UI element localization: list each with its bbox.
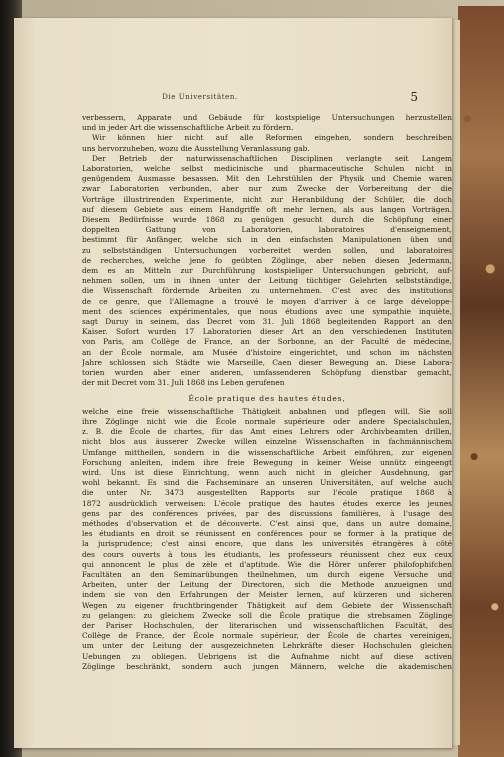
text-line: Jahre schlossen sich Städte wie Marseille, Caen dieser Bewegung an. Diese Labora- (82, 357, 452, 367)
text-line: auf diesem Gebiete aus einem Handgriffe oft mehr lernen, als aus langen Vorträgen. (82, 204, 452, 214)
text-line: der mit Decret vom 31. Juli 1868 ins Leben gerufenen (82, 378, 285, 388)
text-line: Vorträge illustrirenden Experimente, nicht zur Heranbildung der Schüler, die doch (82, 194, 452, 204)
text-line: des cours ouverts à tous les étudiants, les professeurs réunissent chez eux ceux (82, 549, 452, 559)
text-line: an der École normale, am Musée d'histoire eingerichtet, und schon im nächsten (82, 347, 452, 357)
marbled-cover-board (458, 6, 504, 757)
paragraph-3 (82, 154, 452, 389)
text-line: gens par des conférences privées, par des discussions familières, à l'usage des (82, 508, 452, 518)
text-line: doppelten Gattung von Laboratorien, laboratoires d'enseignement, (82, 225, 452, 235)
text-line: Wir können hier nicht auf alle Reformen eingehen, sondern beschreiben (92, 133, 452, 143)
text-line: der Pariser Hochschulen, der literarischen und wissenschaftlichen Facultät, des (82, 620, 452, 630)
text-line: Kaiser. Sofort wurden 17 Laboratorien dieser Art an den verschiedenen Instituten (82, 327, 452, 337)
page-header (30, 90, 430, 106)
text-line: Der Betrieb der naturwissenschaftlichen Disciplinen verlangte seit Langem (92, 153, 452, 163)
text-line: indem sie von den Erfahrungen der Meister lernen, auf kürzeren und sicheren (82, 590, 452, 600)
text-line: les étudiants en droit se réunissent en conférences pour se former à la pratique de (82, 529, 452, 539)
text-line: méthodes d'observation et de découverte. C'est ainsi que, dans un autre domaine, (82, 518, 452, 528)
text-line: genügendem Ausmasse besassen. Mit den Lehrstühlen der Physik und Chemie waren (82, 174, 452, 184)
text-line: 1872 ausdrücklich verweisen: L'école pratique des hautes études exerce les jeunes (82, 498, 452, 508)
text-line: zu gelangen: zu gleichem Zwecke soll die École pratique die strebsamen Zöglinge (82, 610, 452, 620)
text-line: ihre Zöglinge nicht wie die École normale supérieure oder andere Specialschulen, (82, 416, 452, 426)
text-line: qui annoncent le plus de zèle et d'aptitude. Wie die Hörer unferer philofophifchen (82, 559, 452, 569)
text-line: welche eine freie wissenschaftliche Thätigkeit anbahnen und pflegen will. Sie soll (82, 406, 452, 416)
text-line: de recherches, welche jene fo geübten Zöglinge, aber neben diesen Jedermann, (82, 255, 452, 265)
text-line: wohl bekannt. Es sind die Fachseminare an unseren Universitäten, auf welche auch (82, 478, 452, 488)
text-line: um unter der Leitung der ausgezeichneten Lehrkräfte dieser Hochschulen gleichen (82, 641, 452, 651)
text-line: dem es an Mitteln zur Durchführung kostspieliger Untersuchungen gebricht, auf- (82, 266, 452, 276)
page-number: 5 (410, 90, 418, 104)
text-line: Collège de France, der École normale supérieur, der École de chartes vereinigen, (82, 631, 452, 641)
text-line: von Paris, am Collège de France, an der Sorbonne, an der Faculté de médecine, (82, 337, 452, 347)
text-line: de ce genre, que l'Allemagne a trouvé le moyen d'arriver à ce large développe- (82, 296, 452, 306)
text-line: Arbeiten, unter der Leitung der Directoren, sich die Methode anzueignen und (82, 580, 452, 590)
text-line: Umfange mittheilen, sondern in die wissenschaftliche Arbeit einführen, zur eigenen (82, 447, 452, 457)
text-line: bestimmt für Anfänger, welche sich in den einfachsten Manipulationen üben und (82, 235, 452, 245)
text-line: Diesem Bedürfnisse wurde 1868 zu genügen gesucht durch die Schöpfung einer (82, 215, 452, 225)
text-line: Forschung anleiten, indem ihre freie Bewegung in keiner Weise unnütz eingeengt (82, 457, 452, 467)
text-line: nicht blos aus äusserer Zwecke willen einzelne Wissenschaften in fachmännischem (82, 437, 452, 447)
text-line: die Wissenschaft fördernde Arbeiten zu unternehmen. C'est avec des institutions (82, 286, 452, 296)
running-head: Die Universitäten. (162, 93, 238, 101)
text-line: Wegen zu eigener fruchtbringender Thätigkeit auf dem Gebiete der Wissenschaft (82, 600, 452, 610)
text-line: zwar Laboratorien verbunden, aber nur zum Zwecke der Vorbereitung der die (82, 184, 452, 194)
text-line: Zöglinge beschränkt, sondern auch jungen Männern, welche die akademischen (82, 661, 452, 671)
text-line: uns hervorzuheben, wozu die Ausstellung Veranlassung gab. (82, 143, 310, 153)
paragraph-2 (82, 133, 452, 153)
text-line: Uebungen zu obliegen. Uebrigens ist die Aufnahme nicht auf diese activen (82, 651, 452, 661)
text-line: torien wurden aber einer anderen, umfassenderen Schöpfung dienstbar gemacht, (82, 368, 452, 378)
section-title: École pratique des hautes études, (188, 394, 346, 404)
paragraph-1 (82, 113, 452, 133)
paragraph-4 (82, 407, 452, 672)
text-line: Laboratorien, welche selbst medicinische und pharmaceutische Schulen nicht in (82, 164, 452, 174)
body-text (82, 113, 452, 672)
text-line: nehmen sollen, um in ihnen unter der Leitung tüchtiger Gelehrten selbstständige, (82, 276, 452, 286)
text-line: sagt Duruy in seinem, das Decret vom 31. Juli 1868 begleitenden Rapport an den (82, 317, 452, 327)
text-line: verbessern, Apparate und Gebäude für kostspielige Untersuchungen herzustellen (82, 113, 452, 122)
text-line: zu selbstständigen Untersuchungen vorbereitet werden sollen, und laboratoires (82, 245, 452, 255)
text-line: die unter Nr. 3473 ausgestellten Rapports sur l'école pratique 1868 à (82, 488, 452, 498)
text-line: la jurisprudence; c'est ainsi encore, que dans les universités étrangères à côté (82, 539, 452, 549)
text-line: wird. Uns ist diese Einrichtung, wenn auch nicht in gleicher Ausdehnung, gar (82, 467, 452, 477)
text-line: und in jeder Art die wissenschaftliche Arbeit zu fördern. (82, 123, 294, 133)
page-edges (452, 20, 460, 745)
text-line: z. B. die École de chartes, für das Amt eines Lehrers oder Archivbeamten drillen, (82, 427, 452, 437)
text-line: ment des sciences expérimentales, que nous étudions avec une sympathie inquiète, (82, 306, 452, 316)
text-line: Facultäten an den Seminarübungen theilnehmen, um durch eigene Versuche und (82, 569, 452, 579)
